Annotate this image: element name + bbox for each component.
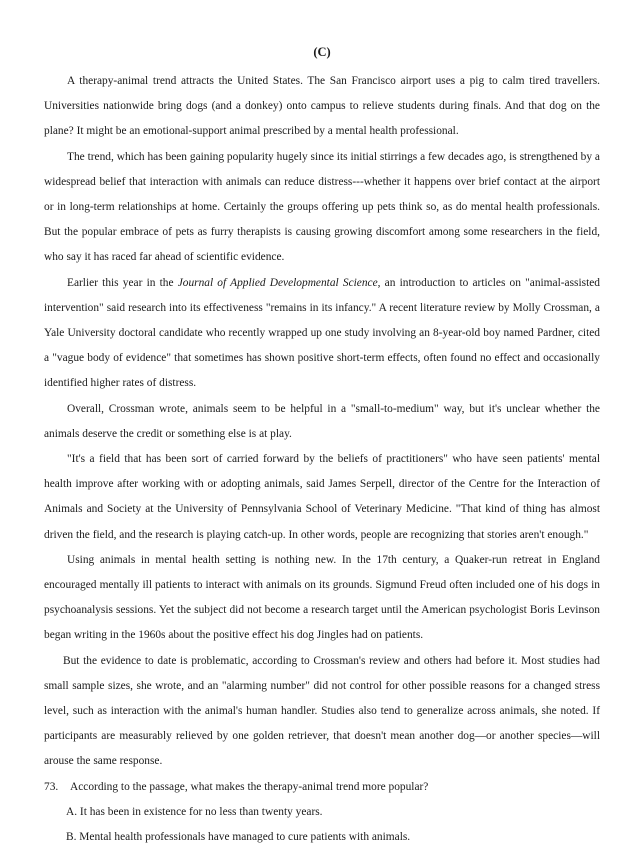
- option-b: B. Mental health professionals have managed to cure patients with animals.: [66, 831, 411, 844]
- option-a: A. It has been in existence for no less than twenty years.: [66, 805, 323, 818]
- paragraph-3: [44, 271, 600, 397]
- question-text: According to the passage, what makes the therapy-animal trend more popular?: [70, 780, 429, 793]
- journal-title: Journal of Applied Developmental Science: [177, 276, 378, 289]
- paragraph-2: The trend, which has been gaining popularity hugely since its initial stirrings a few decades ago, is strengthened by a widespread belief that interaction with animals can reduce distress---whether it happens over brief contact at the airport or in long-term relationships at home. Certainly the groups offering up pets think so, as do mental health professionals. But the popular embrace of pets as furry therapists is causing growing discomfort among some researchers in the field, who say it has raced far ahead of scientific evidence.: [44, 150, 600, 264]
- paragraph-7: But the evidence to date is problematic, according to Crossman's review and others had before it. Most studies had small sample sizes, she wrote, and an "alarming number" did not control for other possible reasons for a changed stress level, such as interaction with the animal's human handler. Studies also tend to generalize across animals, she noted. If participants are measurably relieved by one golden retriever, that doesn't mean another dog—or another species—will arouse the same response.: [44, 654, 600, 768]
- paragraph-6: Using animals in mental health setting is nothing new. In the 17th century, a Quaker-run retreat in England encouraged mentally ill patients to interact with animals on its grounds. Sigmund Freud often included one of his dogs in psychoanalysis sessions. Yet the subject did not become a research target until the American psychologist Boris Levinson began writing in the 1960s about the positive effect his dog Jingles had on patients.: [44, 553, 600, 642]
- paragraph-3-intro: Earlier this year in the: [67, 276, 178, 289]
- paragraph-1: A therapy-animal trend attracts the United States. The San Francisco airport uses a pig to calm tired travellers. Universities nationwide bring dogs (and a donkey) onto campus to relieve students during finals. And that dog on the plane? It might be an emotional-support animal prescribed by a mental health professional.: [44, 75, 600, 138]
- paragraph-3-body: , an introduction to articles on "animal-assisted intervention" said research into its effectiveness "remains in its infancy." A recent literature review by Molly Crossman, a Yale University doctoral candidate who recently wrapped up one study involving an 8-year-old boy named Pardner, cited a "vague body of evidence" that sometimes has shown positive short-term effects, often found no effect and occasionally identified higher rates of distress.: [44, 276, 600, 390]
- question-number: 73.: [44, 780, 59, 793]
- question-73: [44, 775, 600, 800]
- paragraph-5: "It's a field that has been sort of carried forward by the beliefs of practitioners" who have seen patients' mental health improve after working with or adopting animals, said James Serpell, director of the Centre for the Interaction of Animals and Society at the University of Pennsylvania School of Veterinary Medicine. "That kind of thing has almost driven the field, and the research is playing catch-up. In other words, people are recognizing that stories aren't enough.": [44, 453, 600, 541]
- section-label: (C): [313, 45, 331, 59]
- paragraph-4: Overall, Crossman wrote, animals seem to be helpful in a "small-to-medium" way, but it's unclear whether the animals deserve the credit or something else is at play.: [44, 402, 600, 440]
